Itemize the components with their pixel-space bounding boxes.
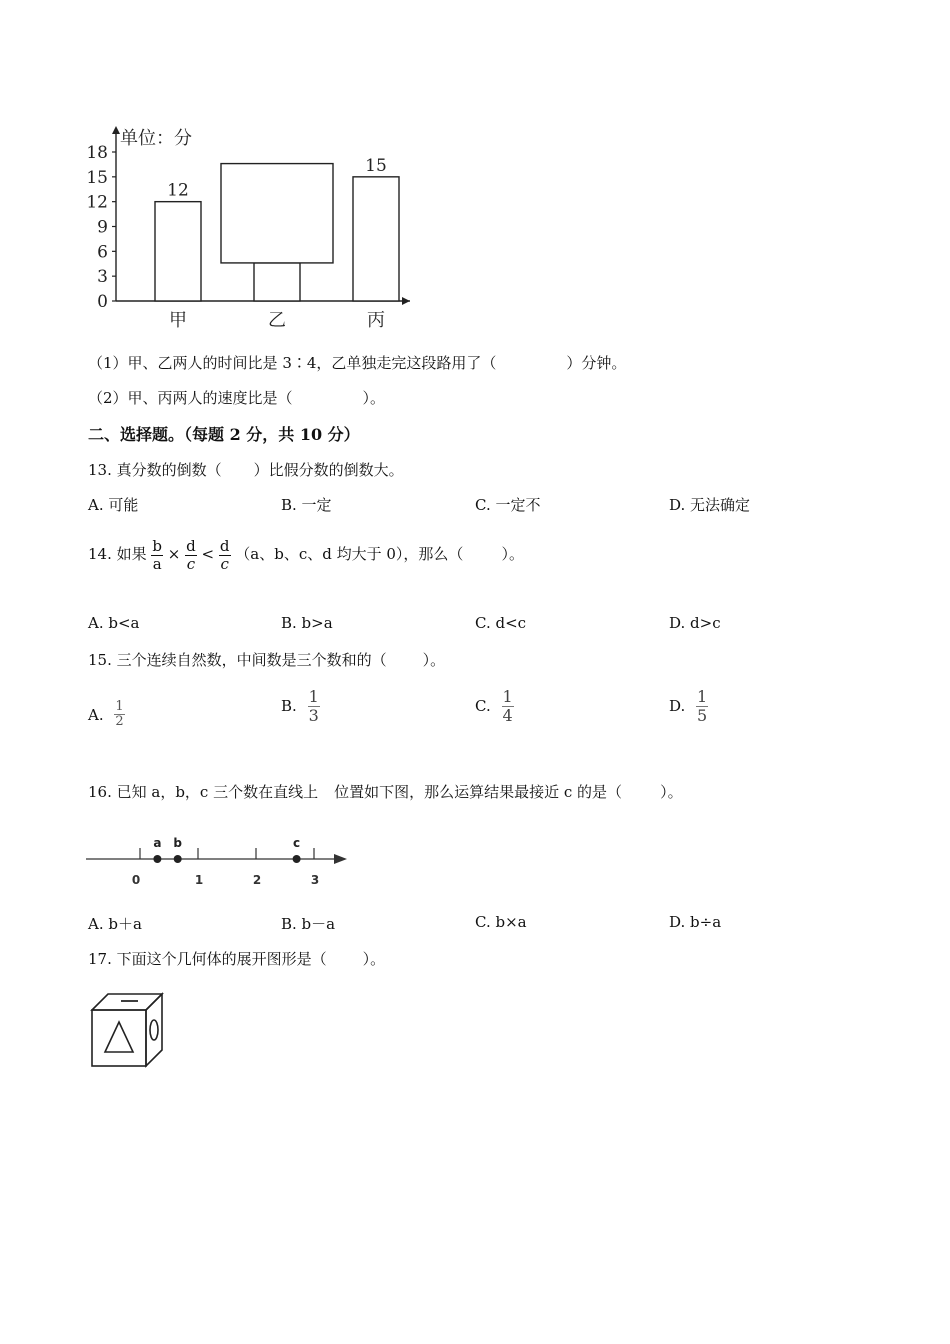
number-line-tick-label: 1 xyxy=(194,873,204,887)
q14-stem: 14. 如果 $\frac{b}{a}$ × $\frac{d}{c}$ < $\frac{d}{c}$ （a、b、c、d 均大于 0），那么（ ）。 xyxy=(88,537,524,573)
number-line-point-label: a xyxy=(153,836,162,850)
number-line xyxy=(84,830,354,890)
y-tick-label: 15 xyxy=(86,167,108,188)
number-line-point-label: c xyxy=(293,836,301,850)
bar xyxy=(353,177,399,301)
section-heading: 二、选择题。（每题 2 分，共 10 分） xyxy=(88,425,360,444)
x-axis-arrow xyxy=(402,297,410,305)
q13-stem: 13. 真分数的倒数（ ）比假分数的倒数大。 xyxy=(88,461,404,479)
y-tick-label: 6 xyxy=(97,242,108,263)
q16-option-d[interactable]: D. b÷a xyxy=(669,913,722,931)
cube-figure xyxy=(88,990,168,1070)
fraction-d-over-c-2: $\frac{d}{c}$ xyxy=(219,537,230,573)
x-tick-label: 丙 xyxy=(367,310,385,331)
q16-option-c[interactable]: C. b×a xyxy=(475,913,527,931)
y-tick-label: 0 xyxy=(97,292,108,312)
cube-front-face xyxy=(92,1010,146,1066)
q13-option-c[interactable]: C. 一定不 xyxy=(475,496,541,514)
number-line-point-b xyxy=(174,855,182,863)
cube-triangle-mark xyxy=(105,1022,133,1052)
q14-option-c[interactable]: C. d<c xyxy=(475,614,527,632)
fraction-d-over-c-1: $\frac{d}{c}$ xyxy=(186,537,196,573)
x-tick-label: 甲 xyxy=(169,310,187,331)
bar xyxy=(155,202,201,301)
q15-option-a[interactable]: A. $\frac{1}{2}$ xyxy=(88,699,124,730)
q17-stem: 17. 下面这个几何体的展开图形是（ ）。 xyxy=(88,950,386,968)
bar-chart xyxy=(80,120,430,335)
q15-stem: 15. 三个连续自然数，中间数是三个数和的（ ）。 xyxy=(88,651,446,669)
y-tick-label: 9 xyxy=(97,217,108,238)
y-axis-arrow xyxy=(112,126,120,134)
q16-option-a[interactable]: A. b＋a xyxy=(88,915,142,933)
y-axis-label: 单位：分 xyxy=(120,128,192,149)
q15-option-b[interactable]: B. $\frac{1}{3}$ xyxy=(281,687,319,725)
y-tick-label: 3 xyxy=(97,267,108,288)
q14-option-d[interactable]: D. d>c xyxy=(669,614,721,632)
bar xyxy=(254,263,300,301)
q12-sub1: （1）甲、乙两人的时间比是 3∶4，乙单独走完这段路用了（ ）分钟。 xyxy=(88,354,627,372)
q15-option-c[interactable]: C. $\frac{1}{4}$ xyxy=(475,687,513,725)
q14-option-a[interactable]: A. b<a xyxy=(88,614,140,632)
number-line-arrow xyxy=(334,854,347,864)
fraction-b-over-a: $\frac{b}{a}$ xyxy=(152,537,163,573)
x-tick-label: 乙 xyxy=(268,310,286,331)
number-line-point-c xyxy=(293,855,301,863)
hidden-value-cover-box xyxy=(221,164,333,263)
number-line-tick-label: 0 xyxy=(131,873,141,887)
number-line-tick-label: 3 xyxy=(310,873,320,887)
y-tick-label: 18 xyxy=(86,143,108,163)
cube-side-face xyxy=(146,994,162,1066)
q13-option-d[interactable]: D. 无法确定 xyxy=(669,496,751,514)
q13-option-a[interactable]: A. 可能 xyxy=(88,496,139,514)
number-line-point-label: b xyxy=(173,836,182,850)
number-line-point-a xyxy=(153,855,161,863)
cube-circle-mark xyxy=(150,1020,158,1040)
q14-option-b[interactable]: B. b>a xyxy=(281,614,333,632)
q12-sub2: （2）甲、丙两人的速度比是（ ）。 xyxy=(88,389,386,407)
q15-option-d[interactable]: D. $\frac{1}{5}$ xyxy=(669,687,708,725)
q13-option-b[interactable]: B. 一定 xyxy=(281,496,332,514)
bar-value-label: 15 xyxy=(365,155,387,176)
number-line-tick-label: 2 xyxy=(252,873,262,887)
q16-option-b[interactable]: B. b－a xyxy=(281,915,336,933)
y-tick-label: 12 xyxy=(86,192,108,213)
bar-value-label: 12 xyxy=(167,180,189,201)
q16-stem: 16. 已知 a，b，c 三个数在直线上 位置如下图，那么运算结果最接近 c 的是（ ）。 xyxy=(88,783,683,801)
cube-top-face xyxy=(92,994,162,1010)
